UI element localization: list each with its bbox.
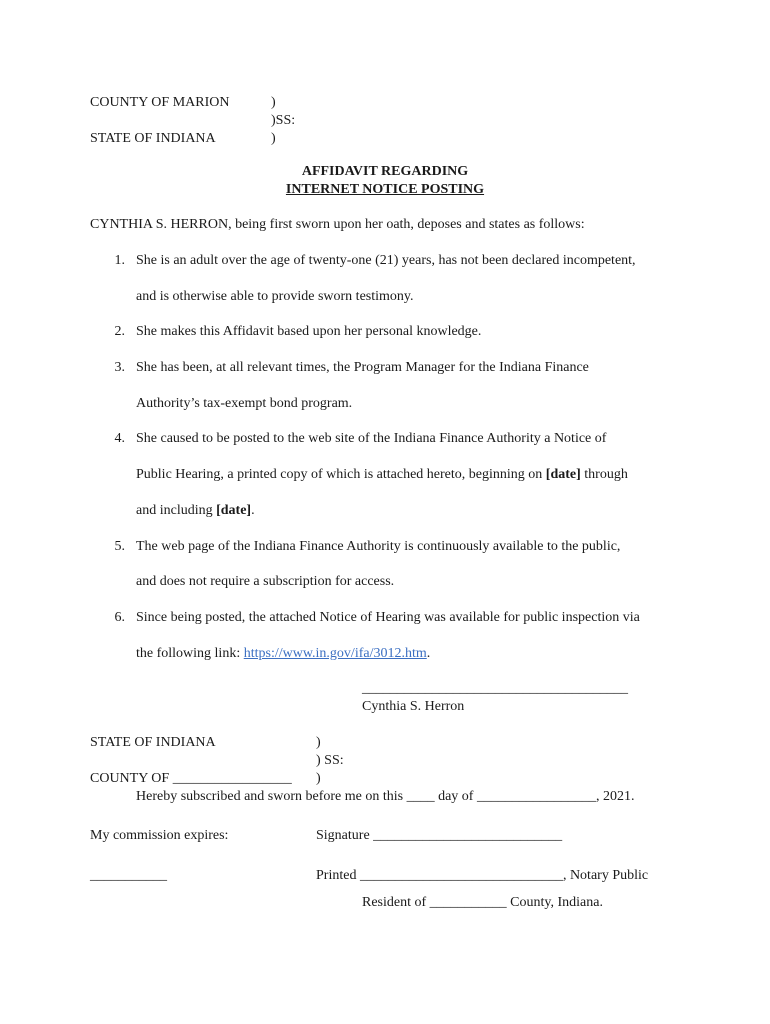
notary-paren: ) [316,735,321,750]
item-text: The web page of the Indiana Finance Authority is continuously available to the public, [136,539,621,554]
item-text: She is an adult over the age of twenty-one (21) years, has not been declared incompetent, [136,253,636,268]
item-text: Public Hearing, a printed copy of which is attached hereto, beginning on [date] through [136,467,628,482]
caption-paren: ) [271,131,276,146]
ifa-notice-link[interactable]: https://www.in.gov/ifa/3012.htm [243,646,427,661]
item-text: Authority’s tax-exempt bond program. [136,396,353,411]
document-title-line1: AFFIDAVIT REGARDING [301,164,469,179]
item-number: 4. [114,431,125,446]
item-number: 5. [114,539,125,554]
notary-paren: ) [316,771,321,786]
item-text: and does not require a subscription for access. [136,574,395,589]
signature-line: ______________________________________ [362,681,628,696]
notary-signature-line: Signature ___________________________ [316,828,563,843]
date-placeholder: [date] [545,467,581,482]
document-title-line2: INTERNET NOTICE POSTING [285,182,485,197]
notary-state: STATE OF INDIANA [90,735,216,750]
signer-name: Cynthia S. Herron [362,699,465,714]
item-text: Since being posted, the attached Notice of Hearing was available for public inspection via [136,610,640,625]
item-number: 1. [114,253,125,268]
caption-paren: ) [271,95,276,110]
item-number: 2. [114,324,125,339]
item-text: the following link: https://www.in.gov/ifa/3012.htm. [136,646,431,661]
notary-residence: Resident of ___________ County, Indiana. [362,895,603,910]
item-number: 6. [114,610,125,625]
notary-county: COUNTY OF _________________ [90,771,292,786]
commission-expires-blank: ___________ [90,868,167,883]
caption-county: COUNTY OF MARION [90,95,230,110]
item-text: She makes this Affidavit based upon her personal knowledge. [136,324,482,339]
date-placeholder: [date] [216,503,252,518]
item-text: and is otherwise able to provide sworn testimony. [136,289,414,304]
caption-state: STATE OF INDIANA [90,131,216,146]
item-text: She has been, at all relevant times, the Program Manager for the Indiana Finance [136,360,589,375]
item-text: She caused to be posted to the web site of the Indiana Finance Authority a Notice of [136,431,607,446]
notary-printed-name-line: Printed _____________________________, Notary Public [316,868,649,883]
caption-ss: )SS: [271,113,296,128]
item-number: 3. [114,360,125,375]
intro-paragraph: CYNTHIA S. HERRON, being first sworn upon her oath, deposes and states as follows: [90,217,585,232]
commission-expires-label: My commission expires: [90,828,229,843]
notary-subscribed-statement: Hereby subscribed and sworn before me on this ____ day of _________________, 2021. [136,789,635,804]
item-text: and including [date]. [136,503,255,518]
notary-ss: ) SS: [316,753,344,768]
